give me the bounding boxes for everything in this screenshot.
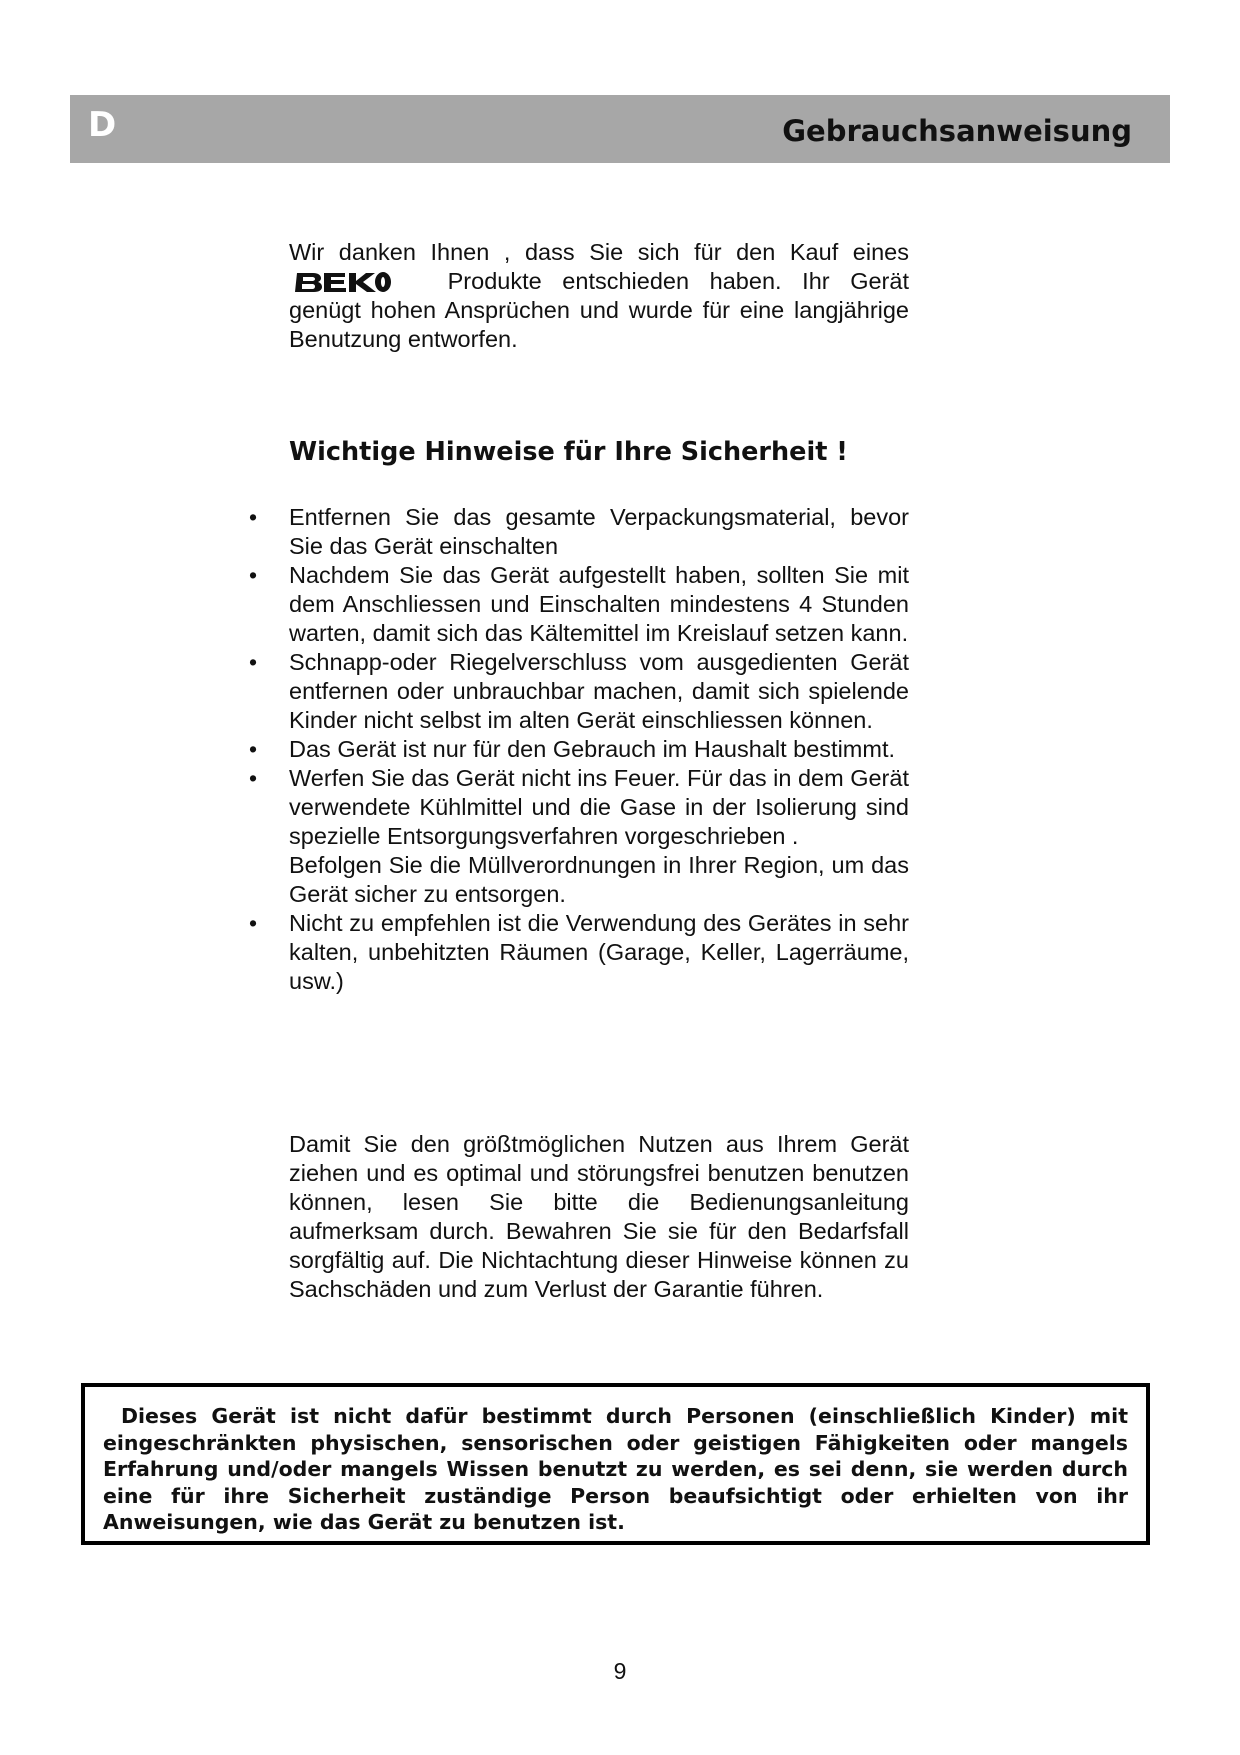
header-title: Gebrauchsanweisung bbox=[782, 114, 1132, 148]
list-item-text: Schnapp-oder Riegelverschluss vom ausgedienten Gerät entfernen oder unbrauchbar machen, damit sich spielende Kinder nicht selbst im alten Gerät einschliessen können. bbox=[289, 649, 909, 733]
list-item bbox=[249, 909, 909, 996]
list-item-text: Nicht zu empfehlen ist die Verwendung des Gerätes in sehr kalten, unbehitzten Räumen (Garage, Keller, Lagerräume, usw.) bbox=[289, 910, 909, 994]
list-item-continuation: Befolgen Sie die Müllverordnungen in Ihrer Region, um das Gerät sicher zu entsorgen. bbox=[289, 852, 909, 907]
closing-paragraph: Damit Sie den größtmöglichen Nutzen aus Ihrem Gerät ziehen und es optimal und störungsfrei benutzen benutzen können, lesen Sie bitte die Bedienungsanleitung aufmerksam durch. Bewahren Sie sie für den Bedarfsfall sorgfältig auf. Die Nichtachtung dieser Hinweise können zu Sachschäden und zum Verlust der Garantie führen. bbox=[289, 1131, 909, 1302]
intro-text-start: Wir danken Ihnen , dass Sie sich für den Kauf eines bbox=[289, 239, 909, 265]
list-item bbox=[249, 561, 909, 648]
list-item-text: Nachdem Sie das Gerät aufgestellt haben, sollten Sie mit dem Anschliessen und Einschalten mindestens 4 Stunden warten, damit sich das Kältemittel im Kreislauf setzen kann. bbox=[289, 562, 909, 646]
page-number: 9 bbox=[613, 1658, 627, 1684]
bullet-icon: • bbox=[249, 736, 258, 762]
list-item bbox=[249, 503, 909, 561]
intro-text-end: Produkte entschieden haben. Ihr Gerät genügt hohen Ansprüchen und wurde für eine langjährige Benutzung entworfen. bbox=[289, 268, 909, 352]
safety-title: Wichtige Hinweise für Ihre Sicherheit ! bbox=[289, 437, 848, 467]
list-item-text: Werfen Sie das Gerät nicht ins Feuer. Für das in dem Gerät verwendete Kühlmittel und die Gase in der Isolierung sind spezielle Entsorgungsverfahren vorgeschrieben . bbox=[289, 765, 909, 849]
beko-logo bbox=[295, 271, 391, 293]
warning-text: Dieses Gerät ist nicht dafür bestimmt durch Personen (einschließlich Kinder) mit eingeschränkten physischen, sensorischen oder geistigen Fähigkeiten oder mangels Erfahrung und/oder mangels Wissen benutzt zu werden, es sei denn, sie werden durch eine für ihre Sicherheit zuständige Person beaufsichtigt oder erhielten von ihr Anweisungen, wie das Gerät zu benutzen ist. bbox=[103, 1404, 1128, 1534]
warning-box bbox=[81, 1383, 1150, 1545]
bullet-icon: • bbox=[249, 765, 258, 791]
list-item-text: Entfernen Sie das gesamte Verpackungsmaterial, bevor Sie das Gerät einschalten bbox=[289, 504, 909, 559]
list-item bbox=[249, 764, 909, 909]
intro-paragraph bbox=[289, 238, 909, 354]
list-item bbox=[249, 735, 909, 764]
safety-list bbox=[249, 503, 909, 996]
language-letter: D bbox=[88, 105, 117, 145]
list-item bbox=[249, 648, 909, 735]
header-bar bbox=[70, 95, 1170, 163]
list-item-text: Das Gerät ist nur für den Gebrauch im Haushalt bestimmt. bbox=[289, 736, 896, 762]
bullet-icon: • bbox=[249, 504, 258, 530]
bullet-icon: • bbox=[249, 562, 258, 588]
bullet-icon: • bbox=[249, 910, 258, 936]
bullet-icon: • bbox=[249, 649, 258, 675]
